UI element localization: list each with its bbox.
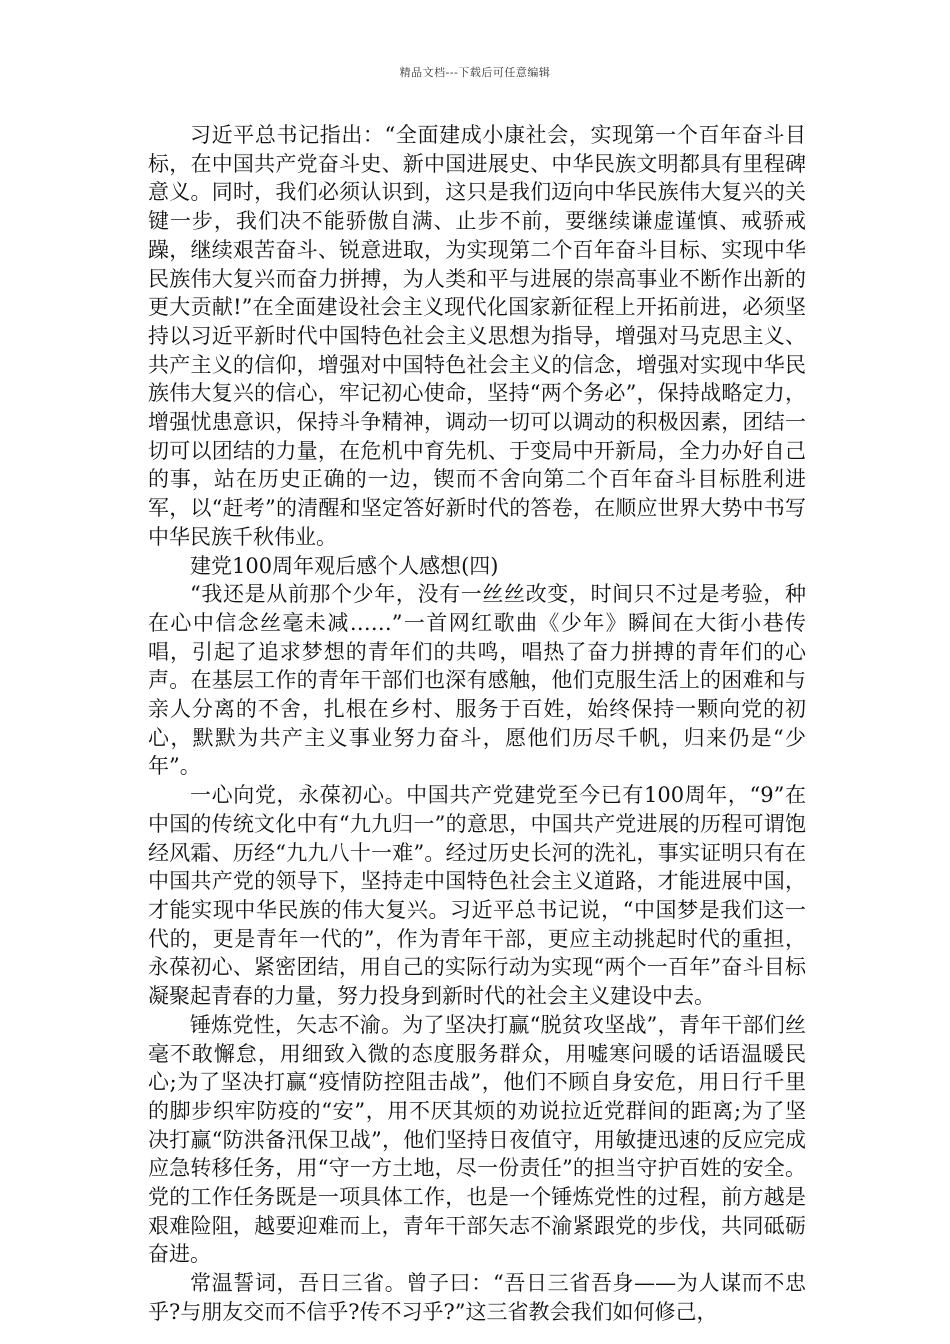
document-body: [148, 121, 806, 1327]
paragraph-self-reflection: 常温誓词，吾日三省。曾子曰：“吾日三省吾身——为人谋而不忠乎?与朋友交而不信乎?传不习乎?”这三省教会我们如何修己，: [148, 1271, 806, 1324]
section-heading: 建党100周年观后感个人感想(四): [190, 553, 499, 578]
paragraph-party-spirit: 锤炼党性，矢志不渝。为了坚决打赢“脱贫攻坚战”，青年干部们丝毫不敢懈怠，用细致入微的态度服务群众，用嘘寒问暖的话语温暖民心;为了坚决打赢“疫情防控阻击战”，他们不顾自身安危，用日行千里的脚步织牢防疫的“安”，用不厌其烦的劝说拉近党群间的距离;为了坚决打赢“防洪备汛保卫战”，他们坚持日夜值守，用敏捷迅速的反应完成应急转移任务，用“守一方土地，尽一份责任”的担当守护百姓的安全。党的工作任务既是一项具体工作，也是一个锤炼党性的过程，前方越是艰难险阻，越要迎难而上，青年干部矢志不渝紧跟党的步伐，共同砥砺奋进。: [148, 1012, 806, 1267]
paragraph-quote-xi: 习近平总书记指出：“全面建成小康社会，实现第一个百年奋斗目标，在中国共产党奋斗史、新中国进展史、中华民族文明都具有里程碑意义。同时，我们必须认识到，这只是我们迈向中华民族伟大复兴的关键一步，我们决不能骄傲自满、止步不前，要继续谦虚谨慎、戒骄戒躁，继续艰苦奋斗、锐意进取，为实现第二个百年奋斗目标、实现中华民族伟大复兴而奋力拼搏，为人类和平与进展的崇高事业不断作出新的更大贡献!”在全面建设社会主义现代化国家新征程上开拓前进，必须坚持以习近平新时代中国特色社会主义思想为指导，增强对马克思主义、共产主义的信仰，增强对中国特色社会主义的信念，增强对实现中华民族伟大复兴的信心，牢记初心使命，坚持“两个务必”，保持战略定力，增强忧患意识，保持斗争精神，调动一切可以调动的积极因素，团结一切可以团结的力量，在危机中育先机、于变局中开新局，全力办好自己的事，站在历史正确的一边，锲而不舍向第二个百年奋斗目标胜利进军，以“赶考”的清醒和坚定答好新时代的答卷，在顺应世界大势中书写中华民族千秋伟业。: [148, 123, 806, 549]
paragraph-youth-song: “我还是从前那个少年，没有一丝丝改变，时间只不过是考验，种在心中信念丝毫未减……”一首网红歌曲《少年》瞬间在大街小巷传唱，引起了追求梦想的青年们的共鸣，唱热了奋力拼搏的青年们的心声。在基层工作的青年干部们也深有感触，他们克服生活上的困难和与亲人分离的不舍，扎根在乡村、服务于百姓，始终保持一颗向党的初心，默默为共产主义事业努力奋斗，愿他们历尽千帆，归来仍是“少年”。: [148, 582, 806, 779]
page-header: 精品文档---下载后可任意编辑: [399, 66, 551, 79]
paragraph-original-aspiration: 一心向党，永葆初心。中国共产党建党至今已有100周年，“9”在中国的传统文化中有“九九归一”的意思，中国共产党进展的历程可谓饱经风霜、历经“九九八十一难”。经过历史长河的洗礼，事实证明只有在中国共产党的领导下，坚持走中国特色社会主义道路，才能进展中国，才能实现中华民族的伟大复兴。习近平总书记说，“中国梦是我们这一代的，更是青年一代的”，作为青年干部，更应主动挑起时代的重担，永葆初心、紧密团结，用自己的实际行动为实现“两个一百年”奋斗目标凝聚起青春的力量，努力投身到新时代的社会主义建设中去。: [148, 783, 806, 1009]
